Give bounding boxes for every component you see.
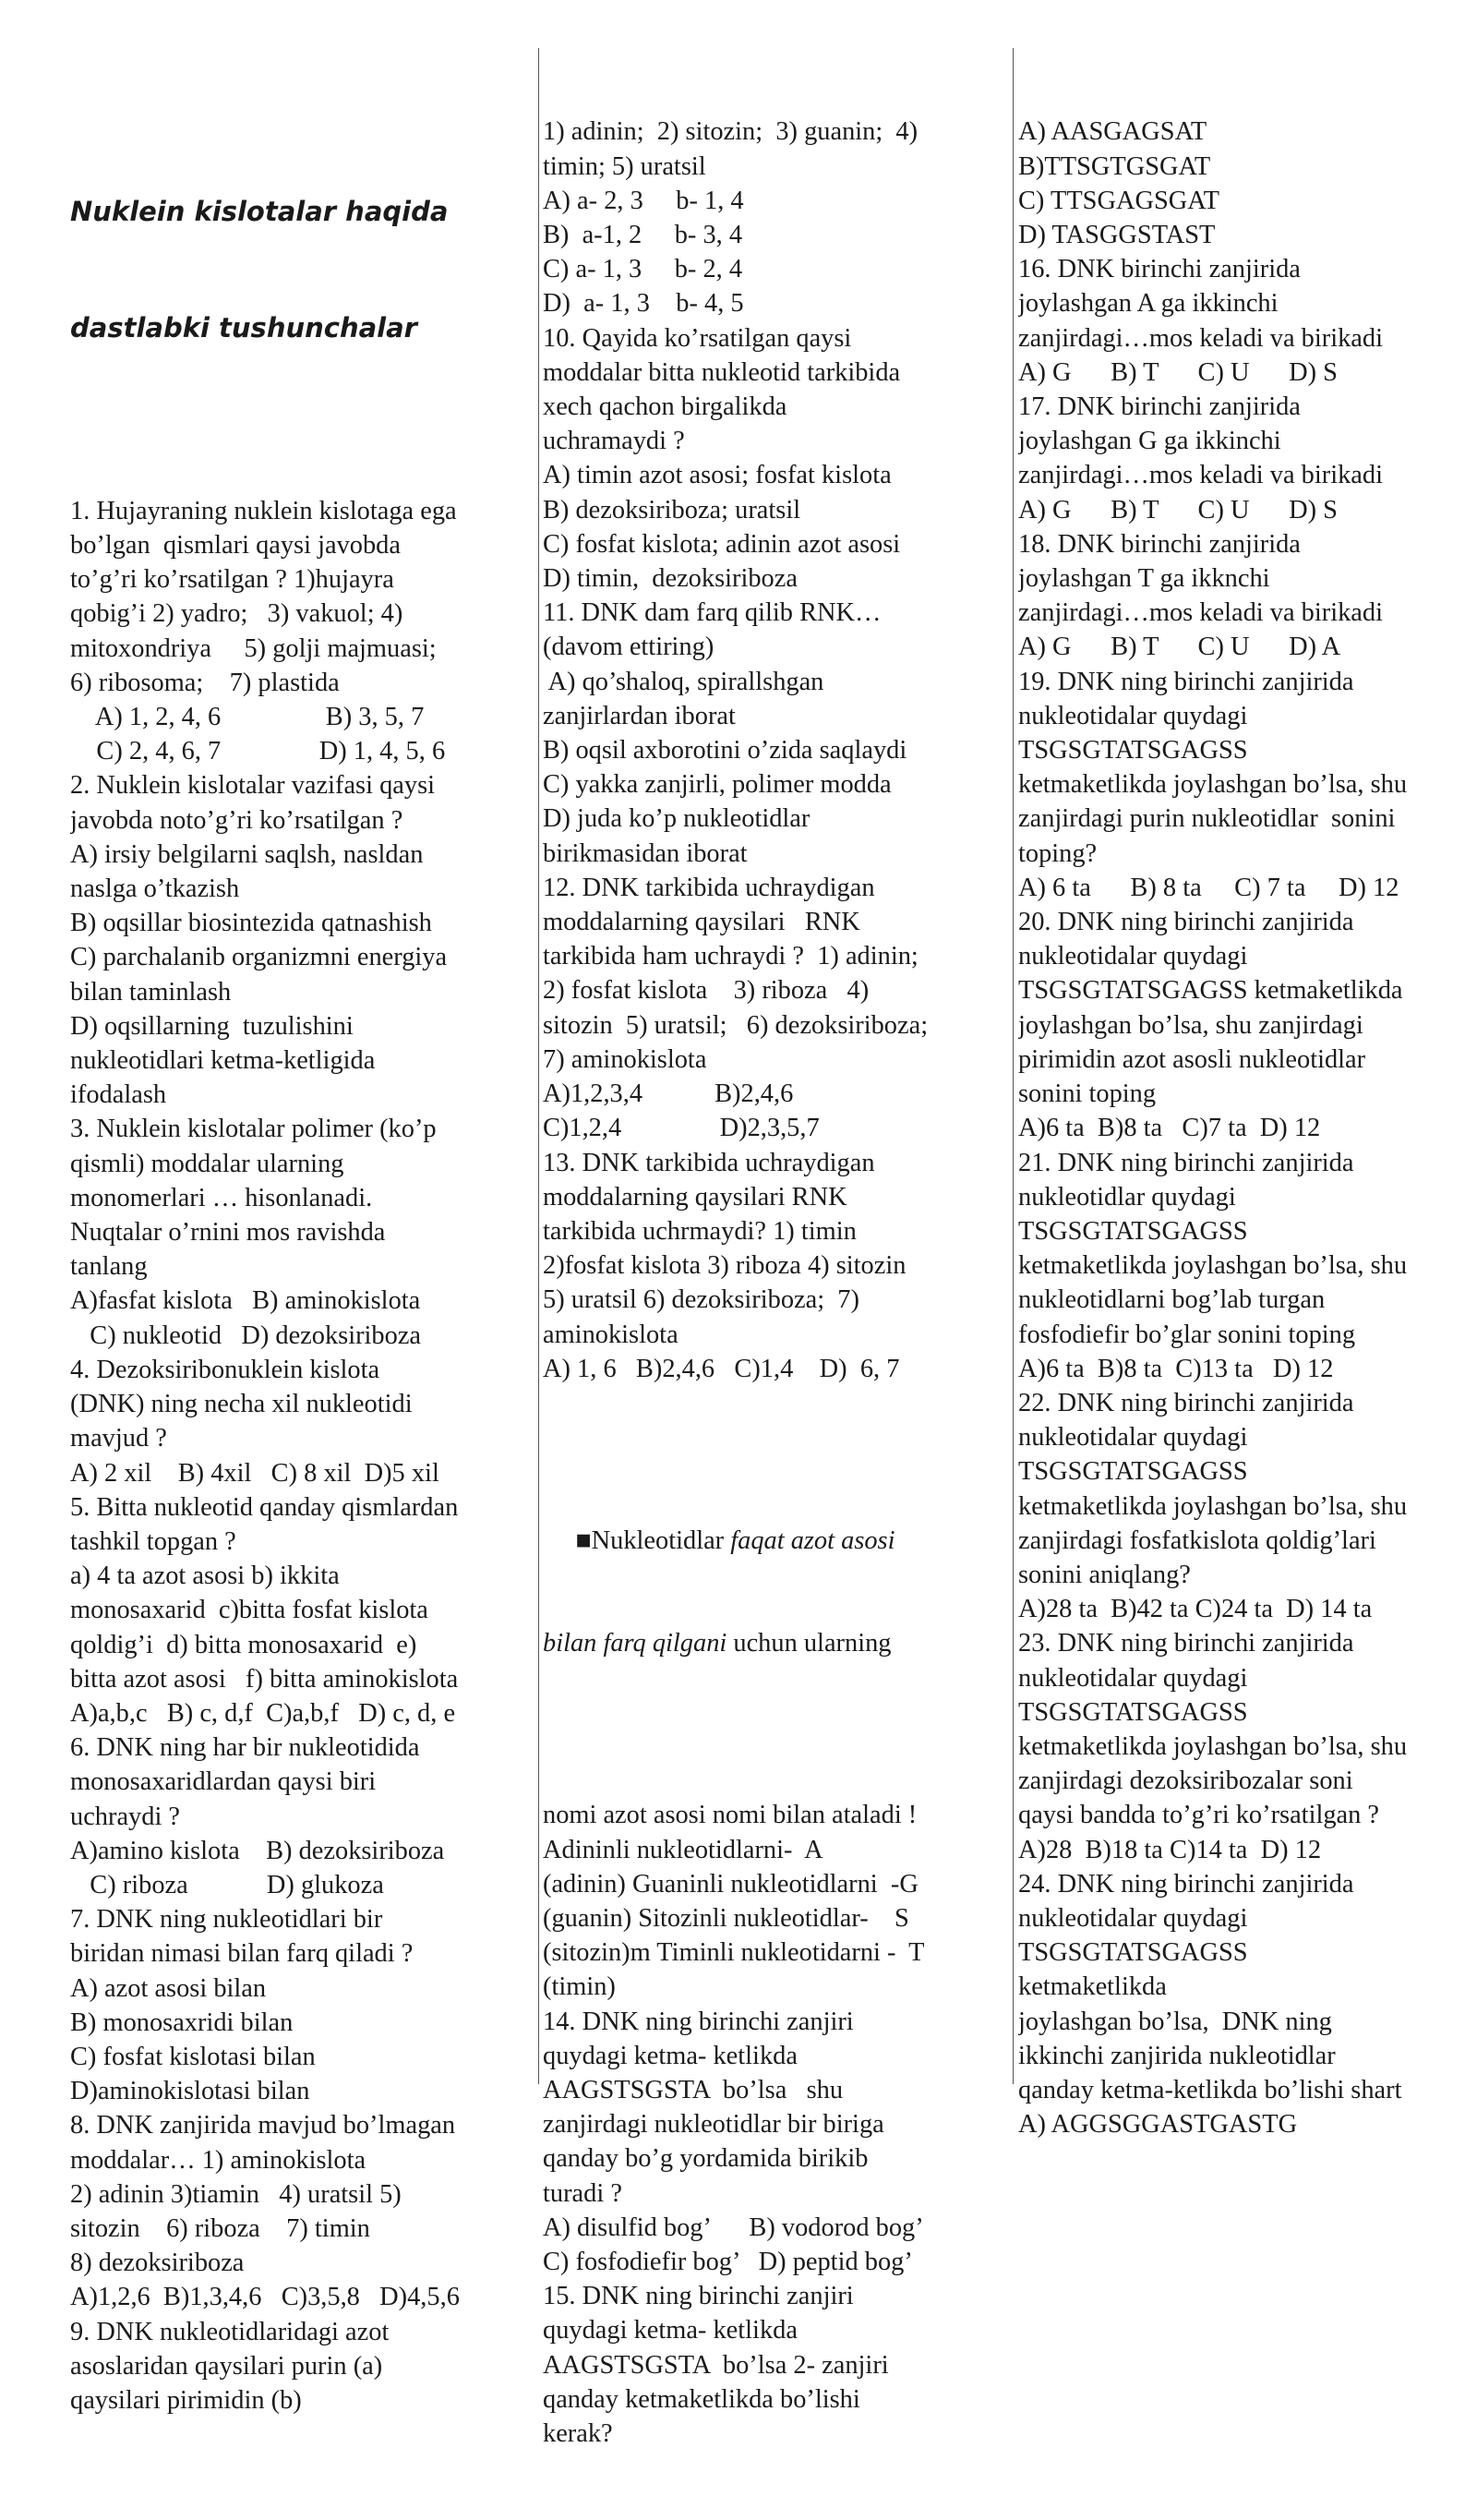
text-line: 2)fosfat kislota 3) riboza 4) sitozin	[543, 1251, 907, 1281]
text-line: pirimidin azot asosli nukleotidlar	[1018, 1044, 1366, 1074]
text-line: monosaxarid c)bitta fosfat kislota	[70, 1596, 428, 1625]
note-line	[543, 1524, 1006, 1558]
text-line: tashkil topgan ?	[70, 1526, 236, 1556]
text-line: 6) ribosoma; 7) plastida	[70, 668, 340, 697]
text-line: B) oqsillar biosintezida qatnashish	[70, 909, 432, 938]
text-line: 24. DNK ning birinchi zanjirida	[1018, 1869, 1354, 1899]
text-line: bitta azot asosi f) bitta aminokislota	[70, 1664, 459, 1694]
text-line: 7. DNK ning nukleotidlari bir	[70, 1905, 383, 1935]
worksheet-title	[70, 115, 532, 425]
text-line: A) qo’shaloq, spirallshgan	[543, 667, 824, 696]
text-line: tanlang	[70, 1252, 148, 1282]
text-line: 20. DNK ning birinchi zanjirida	[1018, 908, 1354, 937]
text-line: nukleotidalar quydagi	[1018, 942, 1248, 971]
text-line: C) nukleotid D) dezoksiriboza	[70, 1320, 422, 1350]
text-line: qaysilari pirimidin (b)	[70, 2385, 302, 2415]
text-line: 5) uratsil 6) dezoksiriboza; 7)	[543, 1285, 859, 1315]
text-line: joylashgan G ga ikkinchi	[1018, 427, 1281, 456]
text-line: A) 1, 6 B)2,4,6 C)1,4 D) 6, 7	[543, 1354, 900, 1383]
text-line: C) TTSGAGSGAT	[1018, 186, 1219, 215]
text-line: nukleotidalar quydagi	[1018, 701, 1248, 730]
text-line: Nuqtalar o’rnini mos ravishda	[70, 1218, 386, 1248]
text-line: A) 2 xil B) 4xil C) 8 xil D)5 xil	[70, 1458, 439, 1488]
text-line: A)28 B)18 ta C)14 ta D) 12	[1018, 1835, 1322, 1864]
text-line: ifodalash	[70, 1080, 167, 1110]
text-line: qanday bo’g yordamida birikib	[543, 2144, 869, 2174]
text-line: TSGSGTATSGAGSS ketmaketlikda	[1018, 976, 1403, 1006]
text-line: B) dezoksiriboza; uratsil	[543, 495, 801, 524]
text-line: qaysi bandda to’g’ri ko’rsatilgan ?	[1018, 1801, 1380, 1830]
text-line: 2) fosfat kislota 3) riboza 4)	[543, 976, 870, 1006]
text-line: A) 6 ta B) 8 ta C) 7 ta D) 12	[1018, 873, 1399, 902]
text-line: A)1,2,3,4 B)2,4,6	[543, 1079, 794, 1109]
text-line: A) a- 2, 3 b- 1, 4	[543, 186, 744, 215]
text-line: A)6 ta B)8 ta C)7 ta D) 12	[1018, 1114, 1321, 1143]
column-2-text-top	[543, 115, 1006, 1386]
text-line: 2) adinin 3)tiamin 4) uratsil 5)	[70, 2179, 402, 2209]
text-line: zanjirdagi…mos keladi va birikadi	[1018, 598, 1383, 628]
text-line: sitozin 5) uratsil; 6) dezoksiriboza;	[543, 1010, 929, 1040]
text-line: D) timin, dezoksiriboza	[543, 564, 798, 594]
text-line: A) AASGAGSAT	[1018, 117, 1207, 147]
text-line: joylashgan bo’lsa, DNK ning	[1018, 2007, 1332, 2036]
text-line: B)TTSGTGSGAT	[1018, 151, 1211, 181]
text-line: (adinin) Guaninli nukleotidlarni -G	[543, 1869, 919, 1899]
text-line: joylashgan A ga ikkinchi	[1018, 289, 1279, 319]
text-line: B) a-1, 2 b- 3, 4	[543, 221, 743, 250]
text-line: aminokislota	[543, 1320, 678, 1349]
column-1-text	[70, 494, 532, 2418]
text-line: mavjud ?	[70, 1424, 167, 1453]
text-line: (davom ettiring)	[543, 633, 714, 662]
text-line: 7) aminokislota	[543, 1044, 707, 1074]
note-text: uchun ularning	[726, 1629, 892, 1658]
text-line: ketmaketlikda joylashgan bo’lsa, shu	[1018, 1491, 1408, 1521]
text-line: 14. DNK ning birinchi zanjiri	[543, 2007, 854, 2036]
text-line: zanjirdagi…mos keladi va birikadi	[1018, 461, 1383, 490]
text-line: AAGSTSGSTA bo’lsa 2- zanjiri	[543, 2350, 889, 2380]
text-line: a) 4 ta azot asosi b) ikkita	[70, 1561, 340, 1591]
text-line: TSGSGTATSGAGSS	[1018, 736, 1248, 766]
column-3-text	[1018, 115, 1472, 2141]
text-line: C) riboza D) glukoza	[70, 1870, 384, 1899]
text-line: D)aminokislotasi bilan	[70, 2077, 310, 2106]
column-2	[543, 46, 1006, 2520]
text-line: TSGSGTATSGAGSS	[1018, 1938, 1248, 1968]
text-line: timin; 5) uratsil	[543, 151, 706, 181]
text-line: A)fasfat kislota B) aminokislota	[70, 1286, 421, 1316]
text-line: ketmaketlikda	[1018, 1972, 1167, 2002]
text-line: A) G B) T C) U D) A	[1018, 633, 1341, 662]
note-block	[543, 1454, 1006, 1730]
text-line: qobig’i 2) yadro; 3) vakuol; 4)	[70, 599, 403, 629]
text-line: joylashgan T ga ikknchi	[1018, 564, 1270, 594]
text-line: A)6 ta B)8 ta C)13 ta D) 12	[1018, 1354, 1334, 1383]
column-1	[70, 46, 532, 2487]
text-line: C) fosfodiefir bog’ D) peptid bog’	[543, 2248, 913, 2276]
text-line: zanjirdagi nukleotidlar bir biriga	[543, 2110, 884, 2140]
text-line: A) G B) T C) U D) S	[1018, 357, 1338, 387]
text-line: moddalarning qaysilari RNK	[543, 1182, 847, 1212]
text-line: nukleotidlarni bog’lab turgan	[1018, 1285, 1326, 1315]
text-line: TSGSGTATSGAGSS	[1018, 1697, 1248, 1727]
text-line: 18. DNK birinchi zanjirida	[1018, 529, 1301, 559]
text-line: 4. Dezoksiribonuklein kislota	[70, 1355, 380, 1384]
text-line: 17. DNK birinchi zanjirida	[1018, 392, 1301, 422]
text-line: fosfodiefir bo’glar sonini toping	[1018, 1320, 1356, 1349]
text-line: bo’lgan qismlari qaysi javobda	[70, 531, 401, 561]
note-line	[543, 1626, 1006, 1660]
text-line: nomi azot asosi nomi bilan ataladi !	[543, 1801, 918, 1830]
text-line: C)1,2,4 D)2,3,5,7	[543, 1114, 820, 1143]
text-line: zanjirlardan iborat	[543, 701, 736, 730]
text-line: to’g’ri ko’rsatilgan ? 1)hujayra	[70, 565, 394, 595]
text-line: D) oqsillarning tuzulishini	[70, 1011, 354, 1041]
text-line: D) TASGGSTAST	[1018, 221, 1216, 250]
text-line: 1) adinin; 2) sitozin; 3) guanin; 4)	[543, 117, 919, 147]
text-line: (sitozin)m Timinli nukleotidarni - T	[543, 1938, 925, 1968]
text-line: A) irsiy belgilarni saqlsh, nasldan	[70, 839, 424, 869]
text-line: 1. Hujayraning nuklein kislotaga ega	[70, 496, 457, 525]
text-line: (guanin) Sitozinli nukleotidlar- S	[543, 1903, 909, 1933]
text-line: C) a- 1, 3 b- 2, 4	[543, 255, 743, 284]
text-line: nukleotidlari ketma-ketligida	[70, 1046, 376, 1076]
text-line: ikkinchi zanjirida nukleotidlar	[1018, 2041, 1336, 2070]
text-line: uchraydi ?	[70, 1802, 181, 1831]
note-emphasis: bilan farq qilgani	[543, 1629, 727, 1658]
text-line: TSGSGTATSGAGSS	[1018, 1216, 1248, 1246]
text-line: 21. DNK ning birinchi zanjirida	[1018, 1148, 1354, 1177]
text-line: A)1,2,6 B)1,3,4,6 C)3,5,8 D)4,5,6	[70, 2283, 460, 2312]
text-line: 19. DNK ning birinchi zanjirida	[1018, 667, 1354, 696]
text-line: 8) dezoksiriboza	[70, 2249, 245, 2278]
text-line: C) parchalanib organizmni energiya	[70, 943, 448, 972]
title-line: dastlabki tushunchalar	[70, 312, 417, 344]
text-line: uchramaydi ?	[543, 427, 685, 456]
text-line: A)28 ta B)42 ta C)24 ta D) 14 ta	[1018, 1595, 1373, 1624]
text-line: quydagi ketma- ketlikda	[543, 2316, 798, 2345]
text-line: xech qachon birgalikda	[543, 392, 787, 422]
text-line: javobda noto’g’ri ko’rsatilgan ?	[70, 805, 403, 835]
text-line: ketmaketlikda joylashgan bo’lsa, shu	[1018, 1731, 1408, 1761]
text-line: qanday ketma-ketlikda bo’lishi shart	[1018, 2075, 1402, 2104]
text-line: moddalar… 1) aminokislota	[70, 2145, 366, 2175]
text-line: turadi ?	[543, 2178, 622, 2208]
text-line: birikmasidan iborat	[543, 838, 748, 868]
text-line: Adininli nukleotidlarni- A	[543, 1835, 823, 1864]
text-line: TSGSGTATSGAGSS	[1018, 1457, 1248, 1487]
text-line: qismli) moddalar ularning	[70, 1149, 344, 1178]
text-line: bilan taminlash	[70, 977, 232, 1007]
text-line: 9. DNK nukleotidlaridagi azot	[70, 2317, 390, 2346]
text-line: C) 2, 4, 6, 7 D) 1, 4, 5, 6	[70, 737, 446, 766]
text-line: qoldig’i d) bitta monosaxarid e)	[70, 1630, 417, 1659]
text-line: zanjirdagi fosfatkislota qoldig’lari	[1018, 1525, 1376, 1555]
text-line: nukleotidalar quydagi	[1018, 1903, 1248, 1933]
text-line: zanjirdagi…mos keladi va birikadi	[1018, 323, 1383, 353]
text-line: tarkibida ham uchraydi ? 1) adinin;	[543, 942, 919, 971]
text-line: 6. DNK ning har bir nukleotidida	[70, 1733, 420, 1763]
text-line: moddalar bitta nukleotid tarkibida	[543, 357, 901, 387]
text-line: zanjirdagi purin nukleotidlar sonini	[1018, 804, 1396, 834]
text-line: C) fosfat kislotasi bilan	[70, 2042, 316, 2071]
text-line: 11. DNK dam farq qilib RNK…	[543, 598, 882, 628]
note-text: Nukleotidlar	[591, 1525, 731, 1555]
title-line: Nuklein kislotalar haqida	[70, 196, 449, 228]
text-line: 5. Bitta nukleotid qanday qismlardan	[70, 1492, 459, 1522]
text-line: sonini toping	[1018, 1079, 1157, 1109]
text-line: zanjirdagi dezoksiribozalar soni	[1018, 1766, 1353, 1796]
text-line: (DNK) ning necha xil nukleotidi	[70, 1390, 413, 1419]
text-line: naslga o’tkazish	[70, 874, 240, 904]
text-line: A)a,b,c B) c, d,f C)a,b,f D) c, d, e	[70, 1698, 456, 1728]
text-line: 22. DNK ning birinchi zanjirida	[1018, 1388, 1354, 1417]
text-line: moddalarning qaysilari RNK	[543, 908, 860, 937]
text-line: A) azot asosi bilan	[70, 1973, 267, 2003]
text-line: sonini aniqlang?	[1018, 1560, 1191, 1589]
text-line: monosaxaridlardan qaysi biri	[70, 1767, 377, 1797]
text-line: nukleotidalar quydagi	[1018, 1423, 1248, 1453]
text-line: 23. DNK ning birinchi zanjirida	[1018, 1629, 1354, 1658]
text-line: mitoxondriya 5) golji majmuasi;	[70, 633, 437, 663]
text-line: D) a- 1, 3 b- 4, 5	[543, 289, 744, 319]
text-line: 3. Nuklein kislotalar polimer (ko’p	[70, 1115, 437, 1144]
bullet-marker: ■	[543, 1525, 592, 1555]
text-line: A) timin azot asosi; fosfat kislota	[543, 461, 892, 490]
text-line: 10. Qayida ko’rsatilgan qaysi	[543, 323, 852, 353]
text-line: A) 1, 2, 4, 6 B) 3, 5, 7	[70, 703, 425, 732]
text-line: ketmaketlikda joylashgan bo’lsa, shu	[1018, 1251, 1408, 1281]
text-line: 13. DNK tarkibida uchraydigan	[543, 1148, 875, 1177]
text-line: A) AGGSGGASTGASTG	[1018, 2110, 1298, 2140]
text-line: ketmaketlikda joylashgan bo’lsa, shu	[1018, 770, 1408, 800]
text-line: A) disulfid bog’ B) vodorod bog’	[543, 2213, 924, 2242]
text-line: nukleotidalar quydagi	[1018, 1663, 1248, 1693]
column-3	[1018, 46, 1472, 2211]
text-line: biridan nimasi bilan farq qiladi ?	[70, 1939, 414, 1969]
text-line: sitozin 6) riboza 7) timin	[70, 2213, 370, 2243]
text-line: tarkibida uchrmaydi? 1) timin	[543, 1216, 857, 1246]
note-emphasis: faqat azot asosi	[730, 1525, 895, 1555]
text-line: monomerlari … hisonlanadi.	[70, 1183, 373, 1212]
text-line: asoslaridan qaysilari purin (a)	[70, 2351, 383, 2381]
text-line: C) yakka zanjirli, polimer modda	[543, 770, 892, 800]
text-line: (timin)	[543, 1972, 616, 2002]
text-line: A)amino kislota B) dezoksiriboza	[70, 1836, 445, 1865]
column-divider	[1013, 48, 1014, 2084]
text-line: 2. Nuklein kislotalar vazifasi qaysi	[70, 771, 436, 801]
text-line: B) oqsil axborotini o’zida saqlaydi	[543, 736, 907, 766]
text-line: 8. DNK zanjirida mavjud bo’lmagan	[70, 2111, 456, 2140]
text-line: nukleotidlar quydagi	[1018, 1182, 1236, 1212]
text-line: A) G B) T C) U D) S	[1018, 495, 1338, 524]
text-line: kerak?	[543, 2419, 613, 2449]
text-line: quydagi ketma- ketlikda	[543, 2041, 798, 2070]
text-line: joylashgan bo’lsa, shu zanjirdagi	[1018, 1010, 1363, 1040]
text-line: toping?	[1018, 838, 1098, 868]
text-line: D) juda ko’p nukleotidlar	[543, 804, 811, 834]
text-line: AAGSTSGSTA bo’lsa shu	[543, 2075, 844, 2104]
column-2-text-bottom	[543, 1798, 1006, 2451]
text-line: B) monosaxridi bilan	[70, 2008, 294, 2037]
text-line: 15. DNK ning birinchi zanjiri	[543, 2282, 854, 2311]
column-divider	[538, 48, 539, 2084]
text-line: qanday ketmaketlikda bo’lishi	[543, 2384, 860, 2414]
text-line: 12. DNK tarkibida uchraydigan	[543, 873, 875, 902]
text-line: C) fosfat kislota; adinin azot asosi	[543, 529, 901, 559]
text-line: 16. DNK birinchi zanjirida	[1018, 255, 1301, 284]
